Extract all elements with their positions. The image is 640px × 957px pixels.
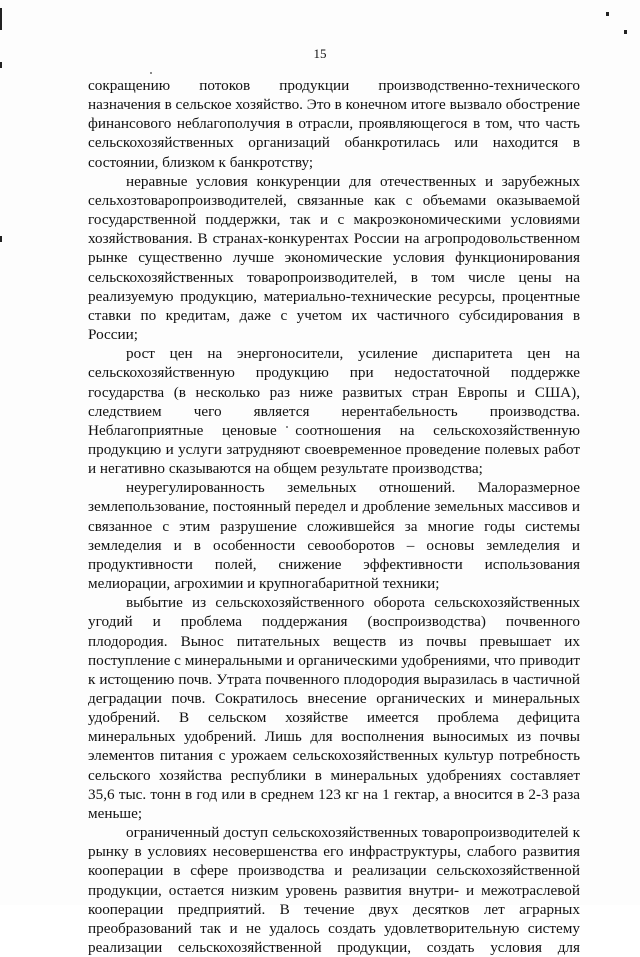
paragraph: неравные условия конкуренции для отечественных и зарубежных сельхозтоваропроизводителей, связанные как с объемами оказываемой государственной поддержки, так и с макроэкономическими условиями хозяйствования. В странах-конкурентах России на агропродовольственном рынке существенно лучше экономические условия функционирования сельскохозяйственных товаропроизводителей, в том числе цены на реализуемую продукцию, материально-технические ресурсы, процентные ставки по кредитам, даже с учетом их частичного субсидирования в России; [88,172,580,344]
scan-speck [624,30,627,34]
paragraph: сокращению потоков продукции производственно-технического назначения в сельское хозяйство. Это в конечном итоге вызвало обострение финансового неблагополучия в отрасли, проявляющегося в том, что часть сельскохозяйственных организаций обанкротилась или находится в состоянии, близком к банкротству; [88,77,580,171]
paragraph: рост цен на энергоносители, усиление диспаритета цен на сельскохозяйственную продукцию при недостаточной поддержке государства (в несколько раз ниже развитых стран Европы и США), следствием чего является нерентабельность производства. Неблагоприятные ценовые соотношения на сельскохозяйственную продукцию и услуги затрудняют своевременное проведение полевых работ и негативно сказываются на общем результате производства; [88,345,580,478]
paragraph: неурегулированность земельных отношений. Малоразмерное землепользование, постоянный передел и дробление земельных массивов и связанное с этим разрушение сложившейся за многие годы системы земледелия и в особенности севооборотов – основы земледелия и продуктивности полей, снижение эффективности использования мелиорации, агрохимии и крупногабаритной техники; [88,479,580,593]
paragraph: ограниченный доступ сельскохозяйственных товаропроизводителей к рынку в условиях несовершенства его инфраструктуры, слабого развития кооперации в сфере производства и реализации сельскохозяйственной продукции, остается низким уровень развития внутри- и межотраслевой кооперации предприятий. В течение двух десятков лет аграрных преобразований так и не удалось создать удовлетворительную систему реализации сельскохозяйственной продукции, создать условия для [88,824,580,957]
paragraph: выбытие из сельскохозяйственного оборота сельскохозяйственных угодий и проблема поддержания (воспроизводства) почвенного плодородия. Вынос питательных веществ из почвы превышает их поступление с минеральными и органическими удобрениями, что приводит к истощению почв. Утрата почвенного плодородия выразилась в частичной деградации почв. Сократилось внесение органических и минеральных удобрений. В сельском хозяйстве имеется проблема дефицита минеральных удобрений. Лишь для восполнения выносимых из почвы элементов питания с урожаем сельскохозяйственных культур потребность сельского хозяйства республики в минеральных удобрениях составляет 35,6 тыс. тонн в год или в среднем 123 кг на 1 гектар, а вносится в 2-3 раза меньше; [88,594,580,822]
body-text [88,76,580,957]
scan-edge-mark [0,8,2,30]
scan-edge-mark [0,236,2,242]
scan-speck [150,72,152,74]
scan-edge-mark [0,62,2,68]
page-number: 15 [313,46,327,61]
scan-speck [606,12,609,16]
